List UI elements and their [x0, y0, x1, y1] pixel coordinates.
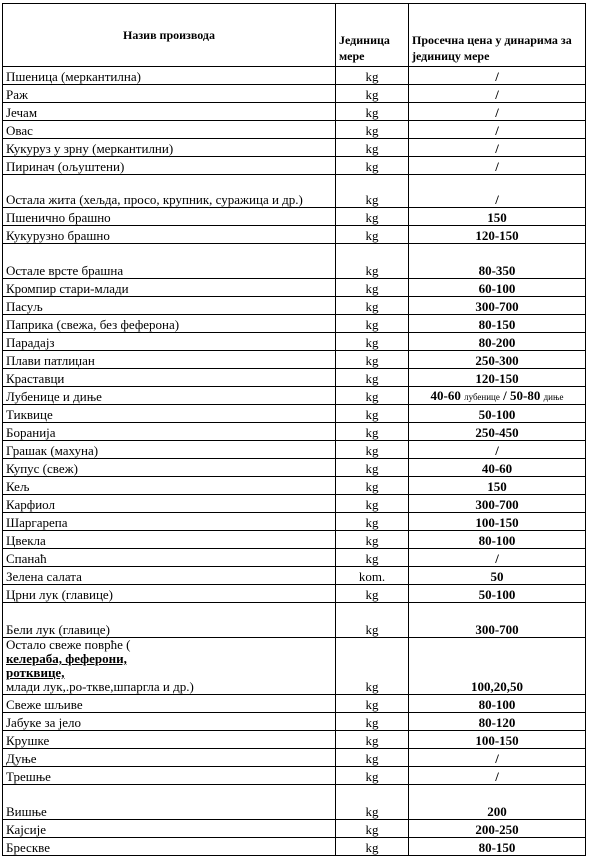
product-name: Црни лук (главице) [3, 585, 336, 603]
table-row [3, 731, 586, 749]
unit-cell: kg [336, 767, 409, 785]
product-name: Кромпир стари-млади [3, 279, 336, 297]
table-row [3, 531, 586, 549]
header-unit: Јединица мере [336, 4, 409, 67]
unit-cell: kg [336, 351, 409, 369]
unit-cell: kg [336, 67, 409, 85]
price-cell: 40-60 [409, 459, 586, 477]
price-cell: / [409, 767, 586, 785]
unit-cell: kg [336, 279, 409, 297]
unit-cell: kg [336, 157, 409, 175]
table-row [3, 369, 586, 387]
table-row [3, 459, 586, 477]
product-name: Шаргарепа [3, 513, 336, 531]
unit-cell: kg [336, 208, 409, 226]
price-cell: / [409, 139, 586, 157]
unit-cell: kg [336, 549, 409, 567]
product-name: Раж [3, 85, 336, 103]
product-name: Вишње [3, 785, 336, 820]
unit-cell: kg [336, 820, 409, 838]
price-cell: 100-150 [409, 731, 586, 749]
unit-cell: kg [336, 838, 409, 856]
table-row [3, 513, 586, 531]
price-cell: 100,20,50 [409, 638, 586, 695]
price-cell: 200 [409, 785, 586, 820]
table-row [3, 139, 586, 157]
header-product-name: Назив производа [3, 4, 336, 67]
product-name: Трешње [3, 767, 336, 785]
unit-cell: kg [336, 244, 409, 279]
product-name: Карфиол [3, 495, 336, 513]
product-name: Боранија [3, 423, 336, 441]
product-name: Парадајз [3, 333, 336, 351]
price-watermelon: 40-60 [430, 388, 461, 403]
unit-cell: kg [336, 441, 409, 459]
price-cell: 80-150 [409, 315, 586, 333]
product-name: Овас [3, 121, 336, 139]
product-name-part: Остало свеже поврће ( [6, 637, 131, 652]
unit-cell: kg [336, 103, 409, 121]
table-row [3, 405, 586, 423]
unit-cell: kg [336, 333, 409, 351]
product-name: Купус (свеж) [3, 459, 336, 477]
product-name: Брескве [3, 838, 336, 856]
unit-cell: kg [336, 638, 409, 695]
unit-cell: kg [336, 297, 409, 315]
price-cell: 250-300 [409, 351, 586, 369]
product-name: Плави патлиџан [3, 351, 336, 369]
product-name: Јечам [3, 103, 336, 121]
product-name: Кељ [3, 477, 336, 495]
price-cell: / [409, 85, 586, 103]
table-row [3, 441, 586, 459]
price-cell: 80-100 [409, 531, 586, 549]
unit-cell: kg [336, 85, 409, 103]
price-cell: / [409, 67, 586, 85]
unit-cell: kg [336, 603, 409, 638]
product-name: Кајсије [3, 820, 336, 838]
product-name: Бели лук (главице) [3, 603, 336, 638]
table-row [3, 157, 586, 175]
price-cell: 50-100 [409, 405, 586, 423]
table-row [3, 387, 586, 405]
unit-cell: kg [336, 387, 409, 405]
unit-cell: kg [336, 405, 409, 423]
price-cell: 100-150 [409, 513, 586, 531]
table-row [3, 85, 586, 103]
table-row [3, 208, 586, 226]
price-cell: 50-100 [409, 585, 586, 603]
table-row [3, 333, 586, 351]
table-row [3, 713, 586, 731]
table-row [3, 297, 586, 315]
price-cell: / [409, 441, 586, 459]
table-row [3, 695, 586, 713]
product-name-line [6, 638, 332, 666]
product-name: Пшеница (меркантилна) [3, 67, 336, 85]
product-name: Јабуке за јело [3, 713, 336, 731]
unit-cell: kg [336, 713, 409, 731]
product-name: Кукуруз у зрну (меркантилни) [3, 139, 336, 157]
table-row [3, 175, 586, 208]
table-row [3, 638, 586, 695]
unit-cell: kg [336, 585, 409, 603]
unit-cell: kg [336, 175, 409, 208]
unit-cell: kg [336, 121, 409, 139]
unit-cell: kg [336, 785, 409, 820]
price-cell: 120-150 [409, 226, 586, 244]
table-row [3, 103, 586, 121]
table-row [3, 315, 586, 333]
product-name: Дуње [3, 749, 336, 767]
product-name: Паприка (свежа, без феферона) [3, 315, 336, 333]
product-name: Зелена салата [3, 567, 336, 585]
table-row [3, 785, 586, 820]
table-row [3, 603, 586, 638]
unit-cell: kg [336, 226, 409, 244]
price-cell: 80-200 [409, 333, 586, 351]
unit-cell: kg [336, 315, 409, 333]
price-cell: / [409, 749, 586, 767]
price-cell: 200-250 [409, 820, 586, 838]
product-name: Цвекла [3, 531, 336, 549]
price-cell: / [409, 121, 586, 139]
table-row [3, 838, 586, 856]
product-name: Спанаћ [3, 549, 336, 567]
product-name: Остала жита (хељда, просо, крупник, суражица и др.) [3, 175, 336, 208]
unit-cell: kg [336, 731, 409, 749]
product-name-part: млади лук,.ро-ткве,шпаргла и др.) [6, 679, 194, 694]
table-row [3, 477, 586, 495]
product-name: Пшенично брашно [3, 208, 336, 226]
unit-cell: kg [336, 423, 409, 441]
price-cell: / [409, 103, 586, 121]
table-row [3, 749, 586, 767]
product-name: Остале врсте брашна [3, 244, 336, 279]
table-row [3, 121, 586, 139]
product-name: Краставци [3, 369, 336, 387]
unit-cell: kom. [336, 567, 409, 585]
product-name: Свеже шљиве [3, 695, 336, 713]
product-name-part: ротквице, [6, 665, 65, 680]
table-row [3, 585, 586, 603]
product-name: Пиринач (ољуштени) [3, 157, 336, 175]
price-cell: / [409, 157, 586, 175]
product-name: Лубенице и диње [3, 387, 336, 405]
price-note-melon: диње [543, 392, 564, 402]
table-row [3, 351, 586, 369]
unit-cell: kg [336, 369, 409, 387]
price-cell: 60-100 [409, 279, 586, 297]
price-cell: 80-350 [409, 244, 586, 279]
unit-cell: kg [336, 749, 409, 767]
price-cell: 300-700 [409, 603, 586, 638]
price-cell: 80-150 [409, 838, 586, 856]
table-row [3, 767, 586, 785]
table-row [3, 549, 586, 567]
price-table [2, 3, 586, 856]
product-name: Грашак (махуна) [3, 441, 336, 459]
product-name: Кукурузно брашно [3, 226, 336, 244]
product-name [3, 638, 336, 695]
unit-cell: kg [336, 513, 409, 531]
price-note-watermelon: лубенице [464, 392, 500, 402]
header-average-price: Просечна цена у динарима за јединицу мере [409, 4, 586, 67]
price-cell: 80-120 [409, 713, 586, 731]
price-cell: 150 [409, 477, 586, 495]
price-melon: 50-80 [510, 388, 541, 403]
table-row [3, 567, 586, 585]
unit-cell: kg [336, 477, 409, 495]
unit-cell: kg [336, 459, 409, 477]
price-cell: / [409, 175, 586, 208]
price-cell: 80-100 [409, 695, 586, 713]
table-row [3, 279, 586, 297]
unit-cell: kg [336, 695, 409, 713]
table-row [3, 226, 586, 244]
table-row [3, 67, 586, 85]
table-row [3, 423, 586, 441]
unit-cell: kg [336, 139, 409, 157]
price-cell: 300-700 [409, 297, 586, 315]
product-name: Пасуљ [3, 297, 336, 315]
product-name: Тиквице [3, 405, 336, 423]
price-cell: 150 [409, 208, 586, 226]
unit-cell: kg [336, 495, 409, 513]
price-cell: 40-60 лубенице / 50-80 диње [409, 387, 586, 405]
header-row [3, 4, 586, 67]
price-cell: 120-150 [409, 369, 586, 387]
table-row [3, 820, 586, 838]
unit-cell: kg [336, 531, 409, 549]
price-cell: 50 [409, 567, 586, 585]
table-row [3, 495, 586, 513]
product-name-part: келераба, феферони, [6, 651, 127, 666]
price-cell: / [409, 549, 586, 567]
product-name-line [6, 666, 332, 694]
price-cell: 250-450 [409, 423, 586, 441]
table-row [3, 244, 586, 279]
price-cell: 300-700 [409, 495, 586, 513]
product-name: Крушке [3, 731, 336, 749]
